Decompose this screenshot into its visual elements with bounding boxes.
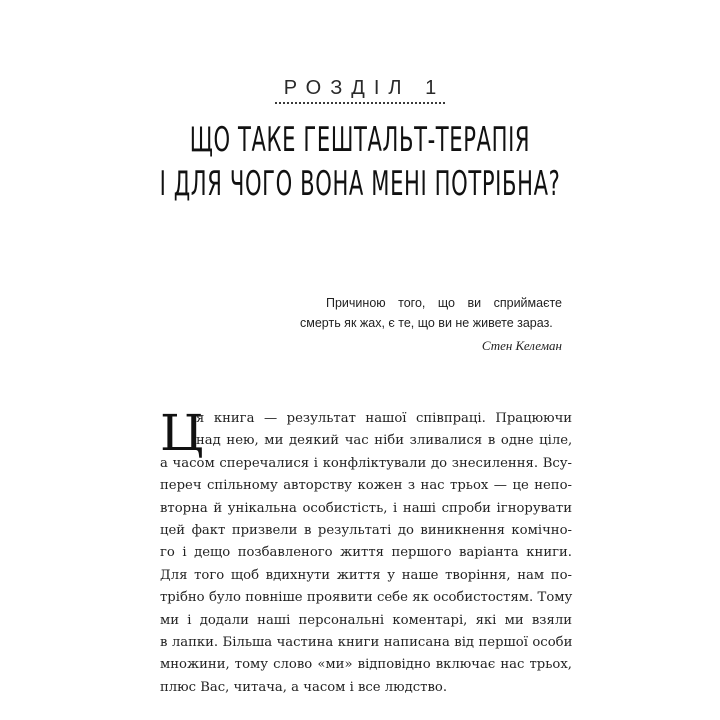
body-line: плюс Вас, читача, а часом і все людство. — [160, 679, 448, 695]
epigraph — [300, 294, 562, 356]
chapter-number: РОЗДІЛ 1 — [275, 78, 445, 104]
epigraph-author: Стен Келеман — [481, 338, 562, 353]
chapter-title-line-2: І ДЛЯ ЧОГО ВОНА МЕНІ ПОТРІБНА? — [159, 164, 561, 204]
drop-cap: Ц — [160, 404, 204, 462]
body-line: ми і додали наші персональні коментарі, які ми взяли — [160, 612, 572, 628]
body-line: множини, тому слово «ми» відповідно включає нас трьох, — [160, 657, 572, 673]
epigraph-quote: Причиною того, що ви сприймаєте смерть як жах, є те, що ви не живете зараз. — [300, 296, 562, 330]
body-line: в лапки. Більша частина книги написана від першої особи — [160, 635, 573, 651]
body-line: я книга — результат нашої співпраці. Працюючи — [196, 411, 573, 426]
chapter-label — [0, 78, 720, 104]
chapter-title — [0, 118, 720, 206]
body-line: над нею, ми деякий час ніби зливалися в одне ціле, — [196, 433, 573, 449]
body-line: цей факт призвели в результаті до виникнення комічно- — [160, 523, 572, 539]
body-line: вторна й унікальна особистість, і наші спроби ігнорувати — [160, 500, 572, 516]
body-paragraph — [160, 404, 573, 699]
body-line: го і дещо позбавленого життя першого варіанта книги. — [160, 545, 572, 561]
body-line: переч спільному авторству кожен з нас трьох — це непо- — [160, 478, 572, 494]
body-line: а часом сперечалися і конфліктували до знесилення. Всу- — [160, 455, 572, 471]
body-line: трібно було повніше проявити себе як особистостям. Тому — [160, 590, 573, 606]
chapter-title-line-1: ЩО ТАКЕ ГЕШТАЛЬТ-ТЕРАПІЯ — [189, 120, 531, 160]
body-line: Для того щоб вдихнути життя у наше творіння, нам по- — [160, 567, 572, 583]
